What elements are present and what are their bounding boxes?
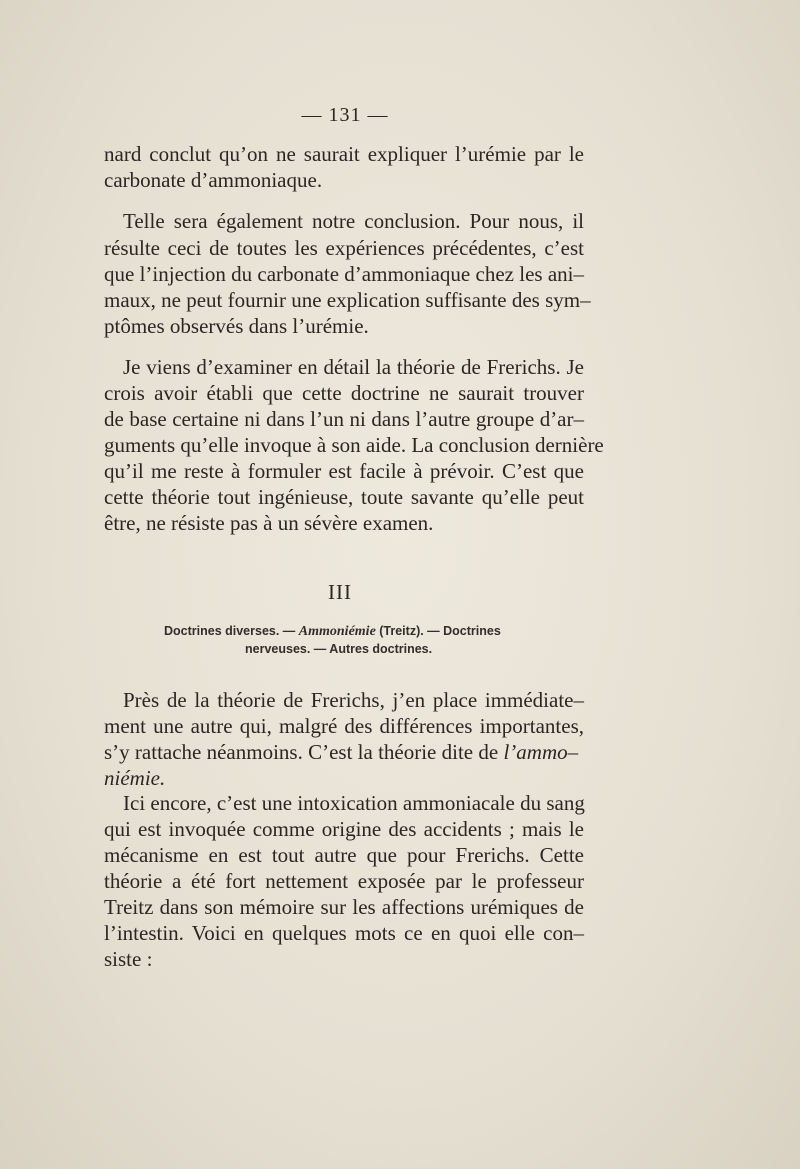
- text-line: Telle sera également notre conclusion. Pour nous, il: [123, 209, 584, 233]
- text-line: mécanisme en est tout autre que pour Frerichs. Cette: [104, 843, 584, 867]
- text-line: Ici encore, c’est une intoxication ammoniacale du sang: [123, 791, 585, 815]
- italic-term: l’ammo–: [503, 740, 579, 764]
- text-line: théorie a été fort nettement exposée par le professeur: [104, 869, 584, 893]
- text-line: ment une autre qui, malgré des différences importantes,: [104, 714, 584, 738]
- text-line: résulte ceci de toutes les expériences précédentes, c’est: [104, 236, 584, 260]
- text-line: être, ne résiste pas à un sévère examen.: [104, 511, 434, 535]
- text-line: siste :: [104, 947, 153, 971]
- page-number: — 131 —: [301, 104, 389, 126]
- italic-term: niémie.: [104, 766, 166, 790]
- text-line: ptômes observés dans l’urémie.: [104, 314, 369, 338]
- text-segment: s’y rattache néanmoins. C’est la théorie dite de: [104, 740, 504, 764]
- caption-text: (Treitz). — Doctrines: [375, 624, 501, 638]
- text-line: Je viens d’examiner en détail la théorie de Frerichs. Je: [123, 355, 584, 379]
- text-line: crois avoir établi que cette doctrine ne saurait trouver: [104, 381, 584, 405]
- text-line: guments qu’elle invoque à son aide. La conclusion dernière: [104, 433, 604, 457]
- text-line: [104, 765, 165, 791]
- section-numeral: III: [328, 580, 352, 604]
- text-line: maux, ne peut fournir une explication suffisante des sym–: [104, 288, 591, 312]
- text-line: [104, 739, 578, 765]
- text-line: Treitz dans son mémoire sur les affections urémiques de: [104, 895, 584, 919]
- text-line: qui est invoquée comme origine des accidents ; mais le: [104, 817, 584, 841]
- text-line: que l’injection du carbonate d’ammoniaque chez les ani–: [104, 262, 584, 286]
- text-line: qu’il me reste à formuler est facile à prévoir. C’est que: [104, 459, 584, 483]
- caption-text: Doctrines diverses. —: [164, 624, 299, 638]
- section-caption: [164, 624, 501, 640]
- text-line: carbonate d’ammoniaque.: [104, 168, 323, 192]
- text-line: de base certaine ni dans l’un ni dans l’autre groupe d’ar–: [104, 407, 584, 431]
- caption-emphasis: Ammoniémie: [298, 624, 376, 639]
- text-line: nard conclut qu’on ne saurait expliquer l’urémie par le: [104, 142, 584, 166]
- text-line: cette théorie tout ingénieuse, toute savante qu’elle peut: [104, 485, 584, 509]
- section-caption-line2: nerveuses. — Autres doctrines.: [245, 642, 433, 656]
- text-line: l’intestin. Voici en quelques mots ce en quoi elle con–: [104, 921, 584, 945]
- text-line: Près de la théorie de Frerichs, j’en place immédiate–: [123, 688, 584, 712]
